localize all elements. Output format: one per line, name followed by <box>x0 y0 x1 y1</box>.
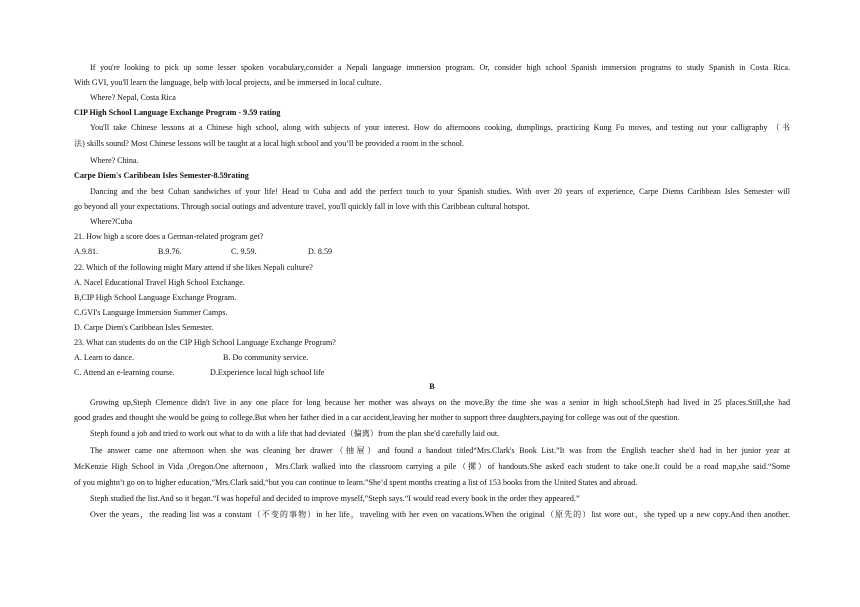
carpe-heading: Carpe Diem's Caribbean Isles Semester-8.59rating <box>74 171 249 180</box>
passage-b-paragraph-3-line-1: The answer came one afternoon when she was cleaning her drawer（抽屉）and found a handout titled“Mrs.Clark's Book List.”It was from the English teacher she'd had in her junior year at <box>90 446 790 455</box>
question-22-stem: 22. Which of the following might Mary attend if she likes Nepali culture? <box>74 263 313 272</box>
cip-heading: CIP High School Language Exchange Program - 9.59 rating <box>74 108 281 117</box>
question-23-option-a: A. Learn to dance. <box>74 353 134 362</box>
gvi-paragraph-line-2: With GVI, you'll learn the language, help with local projects, and be immersed in local culture. <box>74 78 382 87</box>
passage-b-paragraph-3-line-3: of you mightn’t go on to higher education,”Mrs.Clark said,“but you can continue to learn.”She’d spent months creating a list of 153 books from the United States and abroad. <box>74 478 638 487</box>
question-23-stem: 23. What can students do on the CIP High School Language Exchange Program? <box>74 338 336 347</box>
gvi-where: Where? Nepal, Costa Rica <box>90 93 176 102</box>
question-21-option-c: C. 9.59. <box>231 247 257 256</box>
question-21-option-b: B.9.76. <box>158 247 182 256</box>
passage-b-heading: B <box>429 382 435 391</box>
passage-b-paragraph-1-line-1: Growing up,Steph Clemence didn't live in any one place for long because her mother was always on the move.By the time she was a senior in high school,Steph had lived in 25 places.Still,she had <box>90 398 790 407</box>
passage-b-paragraph-4: Steph studied the list.And so it began.“I was hopeful and decided to improve myself,”Steph says.“I would read every book in the order they appeared.” <box>90 494 580 503</box>
cip-paragraph-line-1: You'll take Chinese lessons at a Chinese high school, along with subjects of your interest. How do afternoons cooking, dumplings, practicing Kung Fu moves, and testing out your calligraphy （书 <box>90 123 790 132</box>
carpe-paragraph-line-2: go beyond all your expectations. Through social outings and adventure travel, you'll quickly fall in love with this Caribbean cultural hotspot. <box>74 202 530 211</box>
passage-b-paragraph-5-line-1: Over the years，the reading list was a constant（不变的事物）in her life，traveling with her even on vacations.When the original（原先的）list wore out，she typed up a new copy.And then another. <box>90 510 790 519</box>
question-22-option-b: B,CIP High School Language Exchange Program. <box>74 293 237 302</box>
passage-b-paragraph-1-line-2: good grades and thought she would be going to college.But when her father died in a car accident,leaving her mother to support three daughters,paying for college was out of the question. <box>74 413 680 422</box>
question-23-option-c: C. Attend an e-learning course. <box>74 368 175 377</box>
question-23-option-b: B. Do community service. <box>223 353 309 362</box>
cip-paragraph-line-2: 法) skills sound? Most Chinese lessons will be taught at a local high school and you’ll be provided a room in the school. <box>74 139 465 148</box>
question-22-option-a: A. Nacel Educational Travel High School Exchange. <box>74 278 245 287</box>
question-22-option-d: D. Carpe Diem's Caribbean Isles Semester. <box>74 323 214 332</box>
passage-b-paragraph-2: Steph found a job and tried to work out what to do with a life that had deviated（偏离）from the plan she'd carefully laid out. <box>90 429 500 438</box>
passage-b-paragraph-3-line-2: McKenzie High School in Vida ,Oregon.One afternoon，Mrs.Clark walked into the classroom carrying a pile（摞）of handouts.She asked each student to take one.It could be a road map,she said.“Some <box>74 462 790 471</box>
cip-where: Where? China. <box>90 156 139 165</box>
question-21-option-a: A.9.81. <box>74 247 99 256</box>
question-21-stem: 21. How high a score does a German-related program get? <box>74 232 264 241</box>
carpe-where: Where?Cuba <box>90 217 133 226</box>
carpe-paragraph-line-1: Dancing and the best Cuban sandwiches of your life! Head to Cuba and add the perfect touch to your Spanish studies. With over 20 years of experience, Carpe Diems Caribbean Isles Semester will <box>90 187 790 196</box>
question-22-option-c: C.GVI's Language Immersion Summer Camps. <box>74 308 228 317</box>
question-23-option-d: D.Experience local high school life <box>210 368 325 377</box>
question-21-option-d: D. 8.59 <box>308 247 333 256</box>
gvi-paragraph-line-1: If you're looking to pick up some lesser spoken vocabulary,consider a Nepali language immersion program. Or, consider high school Spanish immersion programs to study Spanish in Costa Rica. <box>90 63 790 72</box>
